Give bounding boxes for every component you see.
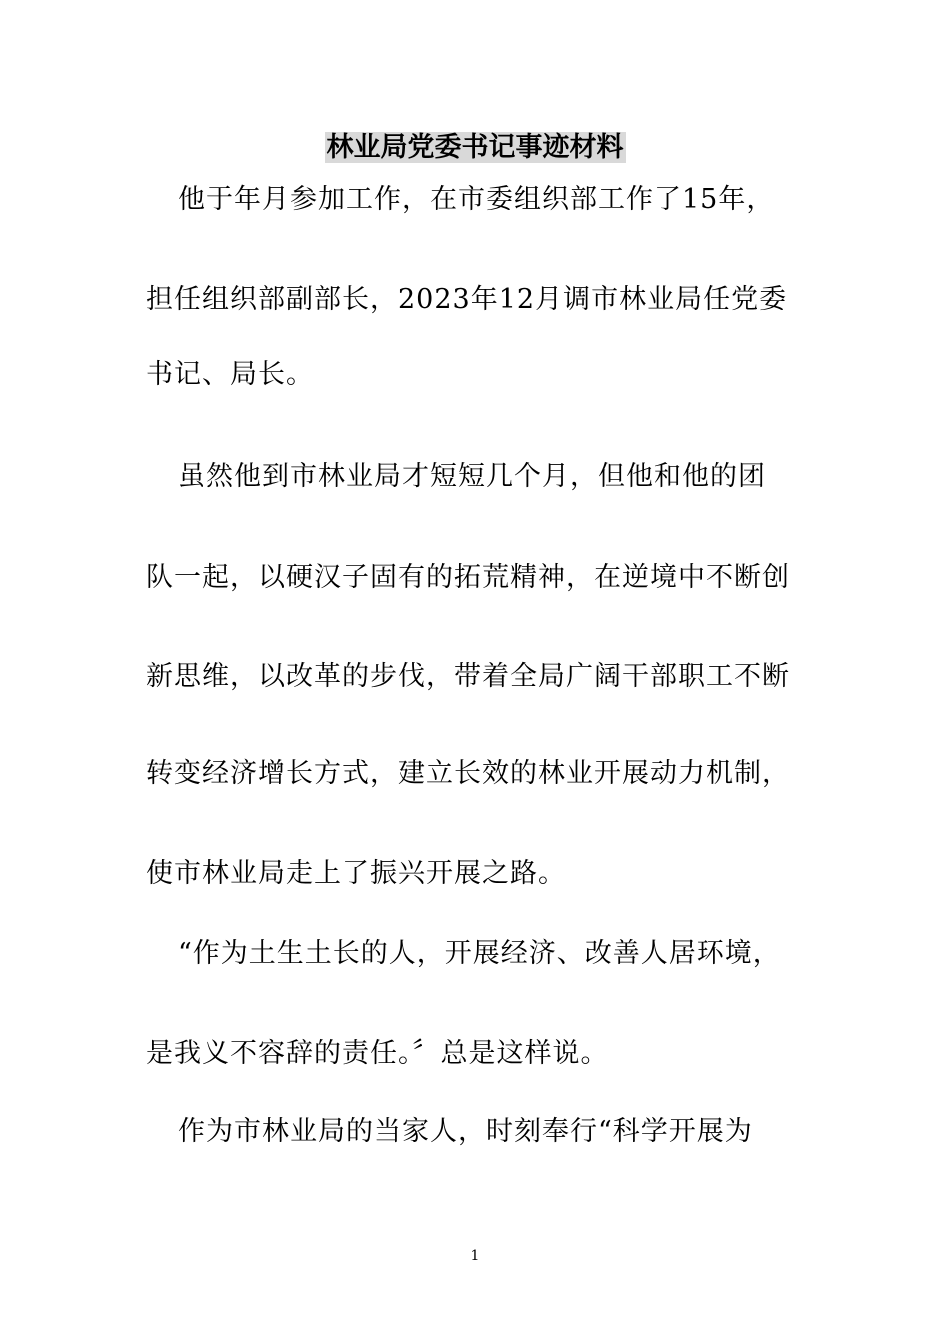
paragraph-line: 使市林业局走上了振兴开展之路。 [146, 858, 566, 889]
paragraph-line: 队一起，以硬汉子固有的拓荒精神，在逆境中不断创 [146, 562, 790, 593]
paragraph-line: 他于年月参加工作，在市委组织部工作了15年， [178, 184, 775, 215]
page-number: 1 [470, 1248, 480, 1264]
paragraph-line: 虽然他到市林业局才短短几个月，但他和他的团 [178, 461, 766, 492]
paragraph-line: 担任组织部副部长，2023年12月调市林业局任党委 [146, 284, 788, 315]
paragraph-line: 是我义不容辞的责任。〞总是这样说。 [146, 1038, 609, 1069]
document-title: 林业局党委书记事迹材料 [326, 132, 624, 163]
paragraph-line: 书记、局长。 [146, 359, 314, 390]
paragraph-line: 作为市林业局的当家人，时刻奉行“科学开展为 [178, 1116, 753, 1147]
paragraph-line: 转变经济增长方式，建立长效的林业开展动力机制， [146, 758, 790, 789]
paragraph-line: “作为土生土长的人，开展经济、改善人居环境， [178, 938, 781, 969]
paragraph-line: 新思维，以改革的步伐，带着全局广阔干部职工不断 [146, 661, 790, 692]
